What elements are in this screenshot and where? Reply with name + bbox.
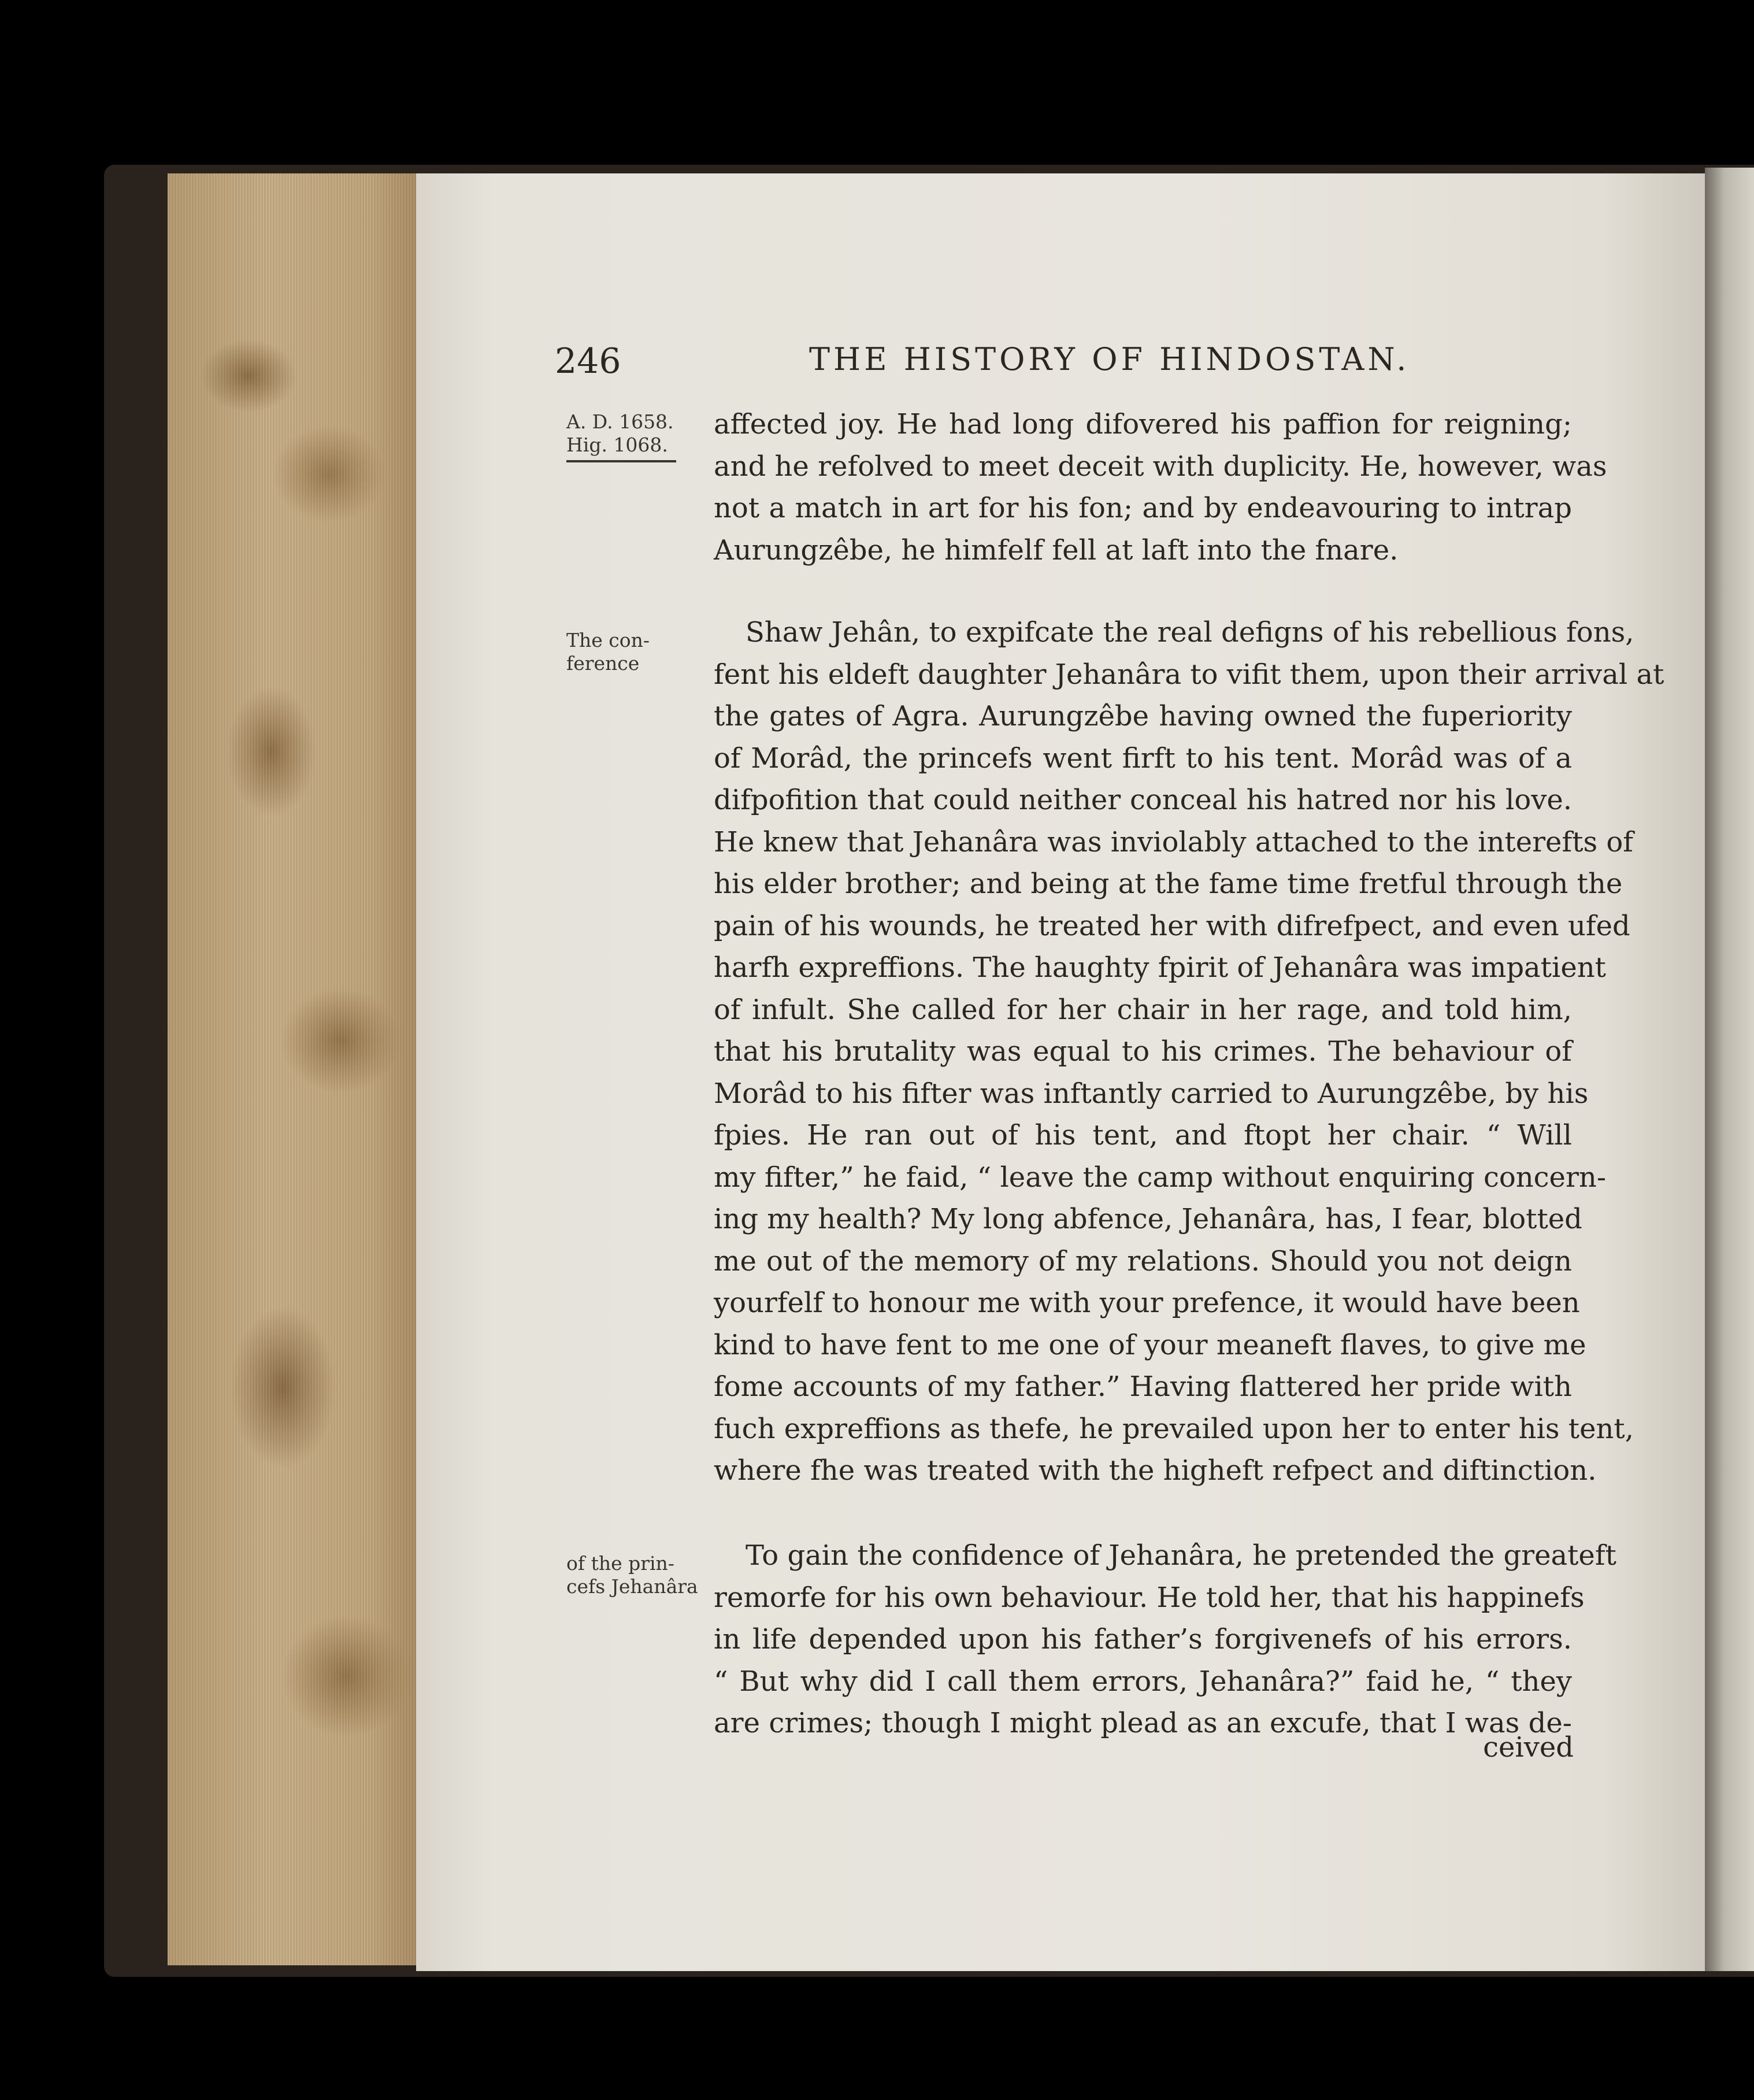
text-line: Aurungzêbe, he himfelf fell at laft into the fnare. bbox=[714, 534, 1399, 566]
text-line: fome accounts of my father.” Having flattered her pride with bbox=[714, 1371, 1572, 1403]
text-line: To gain the confidence of Jehanâra, he pretended the greateft bbox=[746, 1539, 1616, 1572]
margin-date-ad: A. D. 1658. bbox=[566, 410, 674, 433]
page-edges bbox=[168, 173, 422, 1965]
text-line: my fifter,” he faid, “ leave the camp without enquiring concern- bbox=[714, 1161, 1607, 1194]
text-line: Shaw Jehân, to expifcate the real defigns of his rebellious fons, bbox=[746, 616, 1634, 649]
paragraph-1 bbox=[714, 403, 1607, 571]
paragraph-2 bbox=[714, 612, 1664, 1492]
page-header bbox=[555, 341, 1445, 387]
facing-page-edge bbox=[1705, 168, 1754, 1971]
text-line: kind to have fent to me one of your meaneft flaves, to give me bbox=[714, 1328, 1586, 1361]
text-line: fuch expreffions as thefe, he prevailed upon her to enter his tent, bbox=[714, 1412, 1634, 1445]
text-line: in life depended upon his father’s forgivenefs of his errors. bbox=[714, 1623, 1572, 1655]
paragraph-3 bbox=[714, 1535, 1616, 1745]
date-rule bbox=[566, 460, 676, 462]
text-line: yourfelf to honour me with your prefence, it would have been bbox=[714, 1287, 1580, 1319]
text-line: ing my health? My long abfence, Jehanâra, has, I fear, blotted bbox=[714, 1203, 1582, 1235]
page-number: 246 bbox=[555, 341, 621, 382]
text-line: that his brutality was equal to his crimes. The behaviour of bbox=[714, 1035, 1572, 1068]
text-line: affected joy. He had long difovered his paffion for reigning; bbox=[714, 408, 1572, 440]
text-line: “ But why did I call them errors, Jehanâra?” faid he, “ they bbox=[714, 1665, 1572, 1698]
text-line: not a match in art for his fon; and by endeavouring to intrap bbox=[714, 492, 1572, 524]
running-title: THE HISTORY OF HINDOSTAN. bbox=[809, 341, 1410, 377]
text-line: Morâd to his fifter was inftantly carried to Aurungzêbe, by his bbox=[714, 1077, 1589, 1110]
margin-note-line: of the prin- bbox=[566, 1552, 674, 1575]
text-line: his elder brother; and being at the fame time fretful through the bbox=[714, 868, 1623, 900]
text-line: the gates of Agra. Aurungzêbe having owned the fuperiority bbox=[714, 700, 1572, 732]
text-line: of Morâd, the princefs went firft to his tent. Morâd was of a bbox=[714, 742, 1572, 775]
text-line: He knew that Jehanâra was inviolably attached to the interefts of bbox=[714, 825, 1634, 858]
text-line: of infult. She called for her chair in her rage, and told him, bbox=[714, 993, 1572, 1026]
text-line: me out of the memory of my relations. Should you not deign bbox=[714, 1245, 1572, 1277]
margin-note-line: cefs Jehanâra bbox=[566, 1575, 698, 1598]
text-line: remorfe for his own behaviour. He told her, that his happinefs bbox=[714, 1581, 1585, 1614]
text-line: harfh expreffions. The haughty fpirit of Jehanâra was impatient bbox=[714, 951, 1606, 984]
catchword: ceived bbox=[1483, 1731, 1574, 1764]
margin-note-date bbox=[566, 410, 699, 462]
margin-note-line: The con- bbox=[566, 629, 650, 651]
margin-note-line: ference bbox=[566, 652, 640, 675]
text-line: and he refolved to meet deceit with duplicity. He, however, was bbox=[714, 450, 1607, 483]
margin-date-hig: Hig. 1068. bbox=[566, 434, 668, 456]
margin-note-princess bbox=[566, 1552, 699, 1598]
text-line: fent his eldeft daughter Jehanâra to vifit them, upon their arrival at bbox=[714, 658, 1664, 691]
text-line: fpies. He ran out of his tent, and ftopt her chair. “ Will bbox=[714, 1119, 1572, 1151]
text-line: are crimes; though I might plead as an excufe, that I was de- bbox=[714, 1707, 1572, 1739]
text-line: difpofition that could neither conceal his hatred nor his love. bbox=[714, 784, 1572, 816]
text-line: pain of his wounds, he treated her with difrefpect, and even ufed bbox=[714, 909, 1630, 942]
text-line: where fhe was treated with the higheft refpect and diftinction. bbox=[714, 1454, 1597, 1487]
margin-note-conference bbox=[566, 629, 699, 675]
